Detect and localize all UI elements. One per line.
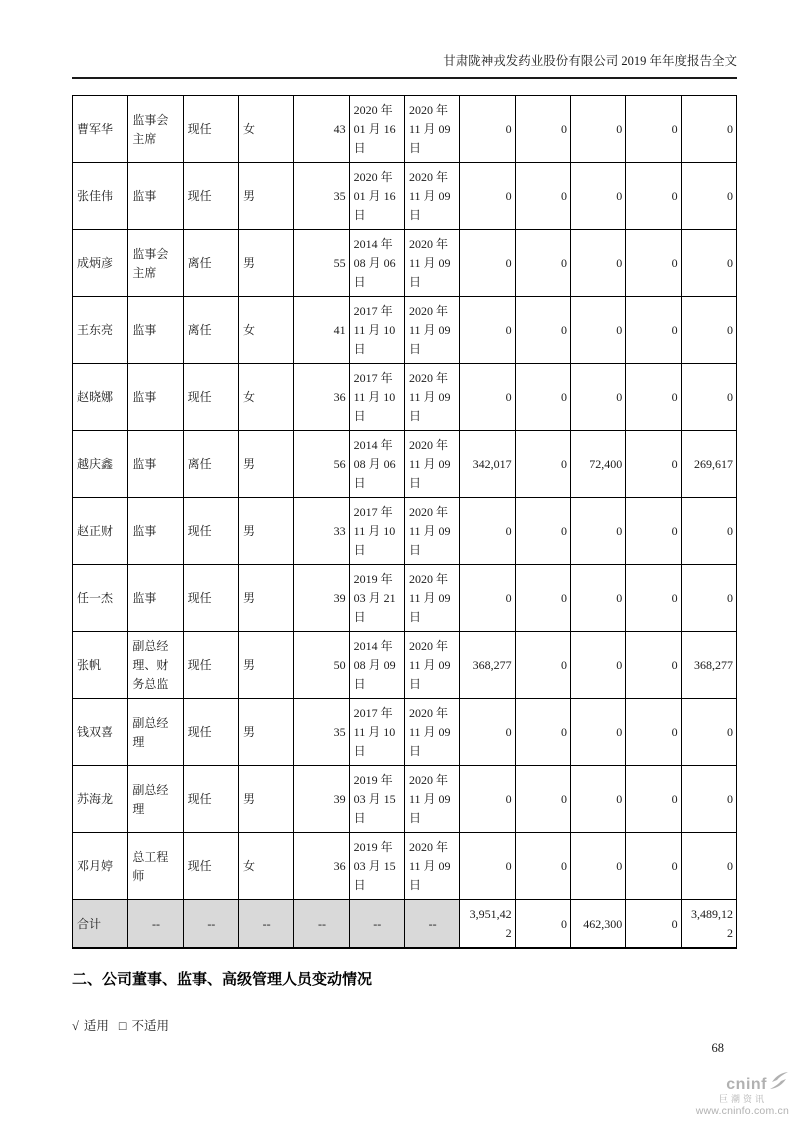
report-title: 甘肃陇神戎发药业股份有限公司 2019 年年度报告全文 [443, 54, 737, 68]
cell-end-date: 2020 年 11 月 09 日 [404, 766, 459, 833]
cell-num1: 0 [460, 766, 515, 833]
cninfo-swoosh-icon [769, 1072, 789, 1093]
cell-num1: 0 [460, 163, 515, 230]
cell-num5: 368,277 [681, 632, 736, 699]
cell-status: 现任 [183, 565, 238, 632]
officer-row [73, 766, 737, 833]
cell-num2: 0 [515, 498, 570, 565]
cell-status: 现任 [183, 364, 238, 431]
cell-status: -- [183, 900, 238, 949]
cell-name: 苏海龙 [73, 766, 128, 833]
officer-row [73, 297, 737, 364]
cell-num4: 0 [626, 766, 681, 833]
cell-gender: 男 [238, 163, 293, 230]
cell-status: 现任 [183, 163, 238, 230]
cell-num4: 0 [626, 230, 681, 297]
cell-num4: 0 [626, 297, 681, 364]
cell-name: 任一杰 [73, 565, 128, 632]
cell-num5: 0 [681, 230, 736, 297]
cell-num1: 368,277 [460, 632, 515, 699]
cell-position: 监事会主席 [128, 230, 183, 297]
cell-num2: 0 [515, 833, 570, 900]
officer-row [73, 833, 737, 900]
cell-num4: 0 [626, 498, 681, 565]
cell-num5: 0 [681, 364, 736, 431]
officer-row [73, 96, 737, 163]
cell-total-label: 合计 [73, 900, 128, 949]
cell-position: 副总经理、财务总监 [128, 632, 183, 699]
check-mark-icon: √ [72, 1019, 79, 1033]
cell-num3: 0 [570, 163, 625, 230]
cell-gender: 男 [238, 498, 293, 565]
cell-num2: 0 [515, 900, 570, 949]
cell-num2: 0 [515, 766, 570, 833]
cninfo-url: www.cninfo.com.cn [695, 1104, 789, 1117]
cell-status: 现任 [183, 699, 238, 766]
cell-name: 张帆 [73, 632, 128, 699]
cell-num4: 0 [626, 364, 681, 431]
cell-num4: 0 [626, 900, 681, 949]
cell-num5: 0 [681, 163, 736, 230]
cell-gender: 女 [238, 297, 293, 364]
cell-status: 离任 [183, 297, 238, 364]
cell-gender: 女 [238, 364, 293, 431]
cell-num1: 0 [460, 565, 515, 632]
cell-status: 现任 [183, 632, 238, 699]
cell-age: 55 [294, 230, 349, 297]
cell-num2: 0 [515, 565, 570, 632]
cell-num2: 0 [515, 431, 570, 498]
officer-row [73, 431, 737, 498]
cell-num3: 0 [570, 565, 625, 632]
cell-num3: 0 [570, 766, 625, 833]
cell-num5: 3,489,122 [681, 900, 736, 949]
cell-status: 现任 [183, 833, 238, 900]
cell-num1: 0 [460, 364, 515, 431]
cell-name: 王东亮 [73, 297, 128, 364]
officer-row [73, 699, 737, 766]
cell-position: 副总经理 [128, 766, 183, 833]
cell-num3: 0 [570, 364, 625, 431]
cell-end-date: 2020 年 11 月 09 日 [404, 498, 459, 565]
cninfo-logo [669, 1072, 789, 1117]
cell-gender: 女 [238, 96, 293, 163]
cell-age: -- [294, 900, 349, 949]
header-rule [72, 77, 737, 79]
cell-status: 现任 [183, 96, 238, 163]
cell-num1: 0 [460, 498, 515, 565]
cell-num5: 0 [681, 297, 736, 364]
cell-position: 监事 [128, 364, 183, 431]
officer-row [73, 230, 737, 297]
cell-end-date: 2020 年 11 月 09 日 [404, 96, 459, 163]
cell-position: 监事 [128, 431, 183, 498]
cell-gender: 男 [238, 632, 293, 699]
cell-num1: 3,951,422 [460, 900, 515, 949]
cell-position: 监事会主席 [128, 96, 183, 163]
officer-row [73, 565, 737, 632]
cell-num3: 0 [570, 230, 625, 297]
applicable-label: 适用 [83, 1019, 109, 1033]
officers-table-body [73, 96, 737, 949]
cell-num5: 0 [681, 565, 736, 632]
cell-age: 36 [294, 364, 349, 431]
cell-name: 曹军华 [73, 96, 128, 163]
cell-num5: 0 [681, 766, 736, 833]
cell-status: 离任 [183, 431, 238, 498]
cninfo-chinese-name: 巨潮资讯 [718, 1093, 767, 1104]
cell-position: 总工程师 [128, 833, 183, 900]
cell-name: 赵晓娜 [73, 364, 128, 431]
cell-gender: 男 [238, 230, 293, 297]
cell-num4: 0 [626, 96, 681, 163]
cell-start-date: 2017 年 11 月 10 日 [349, 699, 404, 766]
cell-num3: 0 [570, 297, 625, 364]
officer-row [73, 163, 737, 230]
cell-num1: 342,017 [460, 431, 515, 498]
officer-row [73, 632, 737, 699]
cell-num2: 0 [515, 230, 570, 297]
cell-end-date: 2020 年 11 月 09 日 [404, 297, 459, 364]
cell-num4: 0 [626, 699, 681, 766]
cell-name: 越庆鑫 [73, 431, 128, 498]
cell-name: 张佳伟 [73, 163, 128, 230]
cell-age: 39 [294, 766, 349, 833]
cell-gender: 女 [238, 833, 293, 900]
cell-num2: 0 [515, 96, 570, 163]
cell-end-date: 2020 年 11 月 09 日 [404, 230, 459, 297]
cell-start-date: 2017 年 11 月 10 日 [349, 364, 404, 431]
cell-num4: 0 [626, 163, 681, 230]
cell-age: 39 [294, 565, 349, 632]
cell-num3: 0 [570, 498, 625, 565]
cell-num2: 0 [515, 297, 570, 364]
cell-age: 33 [294, 498, 349, 565]
cell-num4: 0 [626, 431, 681, 498]
cell-gender: -- [238, 900, 293, 949]
cell-num5: 0 [681, 498, 736, 565]
cell-age: 36 [294, 833, 349, 900]
cell-start-date: 2014 年 08 月 06 日 [349, 431, 404, 498]
cell-num3: 0 [570, 96, 625, 163]
cell-gender: 男 [238, 766, 293, 833]
cell-name: 钱双喜 [73, 699, 128, 766]
cell-num1: 0 [460, 833, 515, 900]
officer-row [73, 498, 737, 565]
cell-num5: 0 [681, 699, 736, 766]
officers-table [72, 95, 737, 949]
section-heading: 二、公司董事、监事、高级管理人员变动情况 [72, 971, 373, 988]
cell-start-date: 2017 年 11 月 10 日 [349, 498, 404, 565]
cell-start-date: 2020 年 01 月 16 日 [349, 163, 404, 230]
page-number: 68 [711, 1041, 724, 1055]
cell-end-date: -- [404, 900, 459, 949]
cell-gender: 男 [238, 565, 293, 632]
cell-num3: 0 [570, 833, 625, 900]
cell-start-date: 2014 年 08 月 09 日 [349, 632, 404, 699]
applicability-line [72, 1016, 737, 1034]
cell-start-date: -- [349, 900, 404, 949]
cell-position: 副总经理 [128, 699, 183, 766]
cell-name: 赵正财 [73, 498, 128, 565]
cell-end-date: 2020 年 11 月 09 日 [404, 163, 459, 230]
cell-num5: 0 [681, 96, 736, 163]
cell-num3: 72,400 [570, 431, 625, 498]
cell-num2: 0 [515, 632, 570, 699]
total-row [73, 900, 737, 949]
cell-num2: 0 [515, 364, 570, 431]
cell-status: 现任 [183, 766, 238, 833]
cell-position: 监事 [128, 163, 183, 230]
cell-num4: 0 [626, 833, 681, 900]
cell-start-date: 2019 年 03 月 15 日 [349, 833, 404, 900]
cell-num3: 0 [570, 699, 625, 766]
cell-end-date: 2020 年 11 月 09 日 [404, 431, 459, 498]
cell-name: 邓月婷 [73, 833, 128, 900]
cell-age: 41 [294, 297, 349, 364]
cell-position: 监事 [128, 498, 183, 565]
cell-num2: 0 [515, 163, 570, 230]
cell-num1: 0 [460, 230, 515, 297]
cell-age: 50 [294, 632, 349, 699]
cell-name: 成炳彦 [73, 230, 128, 297]
cell-start-date: 2020 年 01 月 16 日 [349, 96, 404, 163]
cell-status: 现任 [183, 498, 238, 565]
page-header [72, 0, 737, 79]
cninfo-brand-text: cninf [726, 1075, 767, 1093]
cell-num4: 0 [626, 565, 681, 632]
cell-gender: 男 [238, 699, 293, 766]
cell-position: 监事 [128, 565, 183, 632]
cell-num5: 269,617 [681, 431, 736, 498]
cell-status: 离任 [183, 230, 238, 297]
cell-num3: 462,300 [570, 900, 625, 949]
cell-start-date: 2014 年 08 月 06 日 [349, 230, 404, 297]
cell-start-date: 2019 年 03 月 21 日 [349, 565, 404, 632]
cell-age: 35 [294, 163, 349, 230]
cell-end-date: 2020 年 11 月 09 日 [404, 565, 459, 632]
cell-num1: 0 [460, 96, 515, 163]
empty-checkbox-icon: □ [118, 1019, 127, 1033]
cell-position: -- [128, 900, 183, 949]
not-applicable-label: 不适用 [131, 1019, 169, 1033]
cell-end-date: 2020 年 11 月 09 日 [404, 364, 459, 431]
cell-end-date: 2020 年 11 月 09 日 [404, 632, 459, 699]
cell-num4: 0 [626, 632, 681, 699]
cell-num1: 0 [460, 699, 515, 766]
cell-num3: 0 [570, 632, 625, 699]
cell-num5: 0 [681, 833, 736, 900]
cell-num1: 0 [460, 297, 515, 364]
cell-age: 35 [294, 699, 349, 766]
cell-num2: 0 [515, 699, 570, 766]
cell-start-date: 2017 年 11 月 10 日 [349, 297, 404, 364]
cell-end-date: 2020 年 11 月 09 日 [404, 833, 459, 900]
cell-age: 56 [294, 431, 349, 498]
cell-start-date: 2019 年 03 月 15 日 [349, 766, 404, 833]
cell-age: 43 [294, 96, 349, 163]
cell-position: 监事 [128, 297, 183, 364]
cell-end-date: 2020 年 11 月 09 日 [404, 699, 459, 766]
officer-row [73, 364, 737, 431]
cell-gender: 男 [238, 431, 293, 498]
